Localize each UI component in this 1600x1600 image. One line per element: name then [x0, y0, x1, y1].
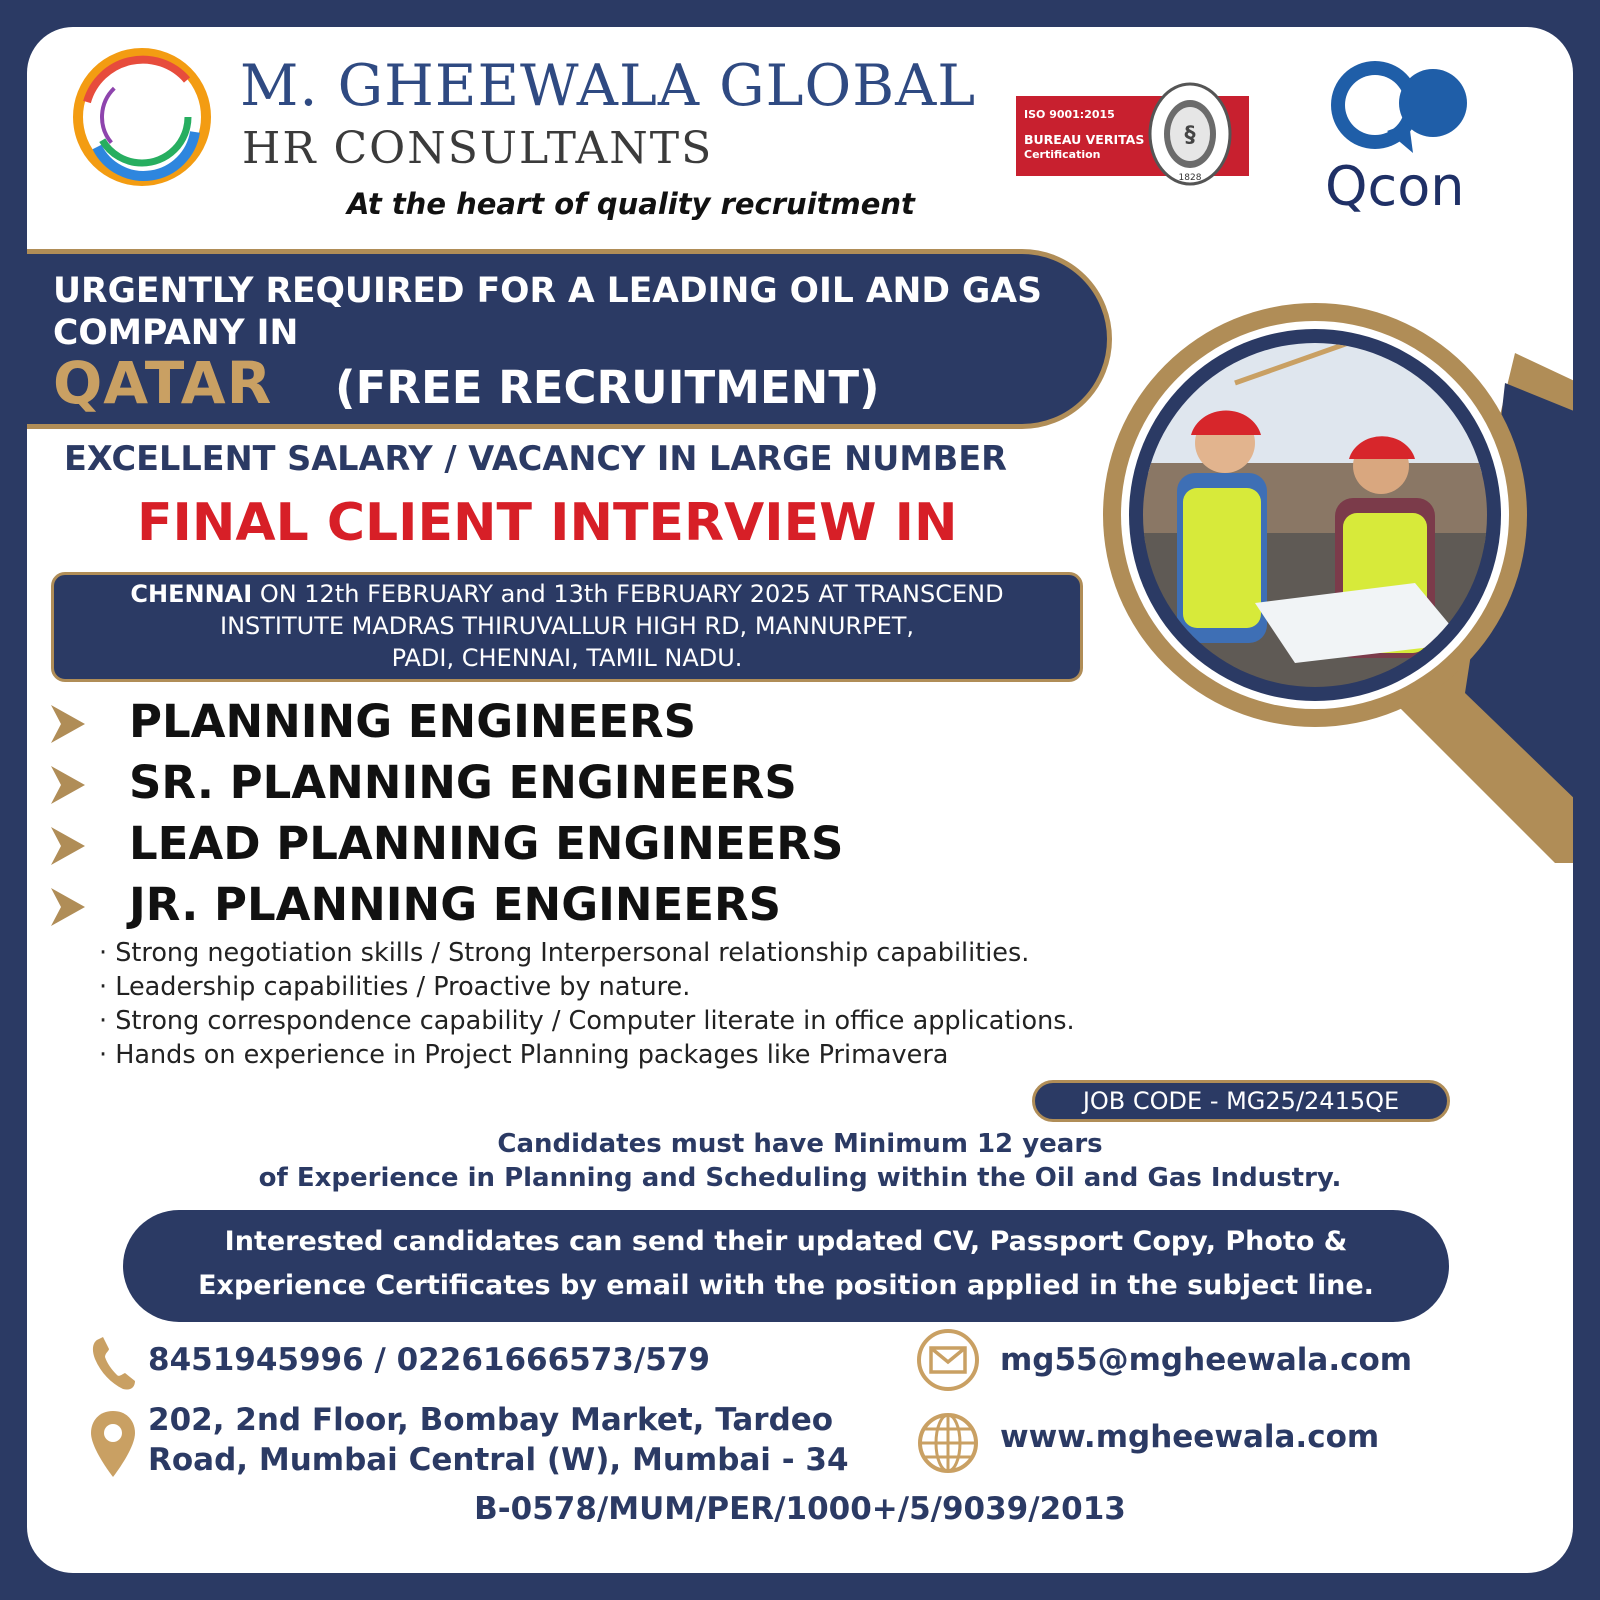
globe-icon	[916, 1411, 980, 1475]
arrow-bullet-icon	[51, 766, 85, 804]
mail-icon	[916, 1328, 980, 1392]
engineers-photo	[1085, 263, 1573, 863]
license-number: B-0578/MUM/PER/1000+/5/9039/2013	[474, 1491, 1126, 1527]
interview-dates: ON 12th FEBRUARY and 13th FEBRUARY 2025 AT TRANSCEND	[252, 580, 1004, 608]
iso-standard: ISO 9001:2015	[1024, 108, 1115, 121]
brand-name: M. GHEEWALA GLOBAL	[240, 53, 977, 119]
position-label: PLANNING ENGINEERS	[129, 695, 697, 748]
job-code-badge: JOB CODE - MG25/2415QE	[1032, 1080, 1450, 1122]
qcon-wordmark: Qcon	[1325, 155, 1465, 218]
requirement-item: · Strong negotiation skills / Strong Interpersonal relationship capabilities.	[99, 938, 1030, 968]
bureau-veritas-seal-icon	[1146, 80, 1234, 188]
svg-text:§: §	[1184, 123, 1196, 148]
application-instructions-line-1: Interested candidates can send their updated CV, Passport Copy, Photo &	[224, 1226, 1348, 1257]
requirement-item: · Leadership capabilities / Proactive by nature.	[99, 972, 691, 1002]
application-instructions-line-2: Experience Certificates by email with the position applied in the subject line.	[198, 1270, 1374, 1301]
position-item	[51, 756, 951, 812]
arrow-bullet-icon	[51, 705, 85, 743]
position-item	[51, 878, 951, 934]
position-label: JR. PLANNING ENGINEERS	[129, 878, 782, 931]
salary-line: EXCELLENT SALARY / VACANCY IN LARGE NUMBER	[64, 439, 1007, 478]
iso-body: BUREAU VERITAS	[1024, 132, 1145, 147]
requirement-item: · Hands on experience in Project Planning packages like Primavera	[99, 1040, 949, 1070]
position-item	[51, 817, 951, 873]
headline-line-1: URGENTLY REQUIRED FOR A LEADING OIL AND GAS	[53, 271, 1042, 311]
position-label: LEAD PLANNING ENGINEERS	[129, 817, 844, 870]
website-link[interactable]: www.mgheewala.com	[1000, 1419, 1380, 1455]
headline-line-2: COMPANY IN	[53, 313, 299, 353]
location-pin-icon	[89, 1409, 137, 1479]
company-logo-icon	[67, 42, 217, 192]
brand-subtitle: HR CONSULTANTS	[242, 123, 714, 174]
address-line-1: 202, 2nd Floor, Bombay Market, Tardeo	[148, 1402, 834, 1438]
phone-icon	[89, 1333, 137, 1393]
requirement-item: · Strong correspondence capability / Computer literate in office applications.	[99, 1006, 1075, 1036]
svg-text:1828: 1828	[1178, 173, 1202, 183]
application-instructions-box	[123, 1210, 1449, 1322]
iso-certification-badge	[1016, 96, 1249, 183]
free-recruitment-label: (FREE RECRUITMENT)	[335, 361, 880, 414]
experience-requirement-line-1: Candidates must have Minimum 12 years	[497, 1129, 1103, 1159]
interview-city: CHENNAI	[130, 580, 253, 608]
interview-heading: FINAL CLIENT INTERVIEW IN	[137, 493, 958, 553]
email-link[interactable]: mg55@mgheewala.com	[1000, 1342, 1413, 1378]
interview-location-line-2: INSTITUTE MADRAS THIRUVALLUR HIGH RD, MANNURPET,	[219, 612, 915, 640]
arrow-bullet-icon	[51, 827, 85, 865]
interview-location-line-1	[54, 580, 1080, 608]
arrow-bullet-icon	[51, 888, 85, 926]
brand-tagline: At the heart of quality recruitment	[347, 187, 915, 221]
position-label: SR. PLANNING ENGINEERS	[129, 756, 797, 809]
interview-location-box	[51, 572, 1083, 682]
country-name: QATAR	[53, 349, 273, 417]
job-poster	[27, 27, 1573, 1573]
phone-numbers[interactable]: 8451945996 / 02261666573/579	[148, 1342, 710, 1378]
experience-requirement-line-2: of Experience in Planning and Scheduling within the Oil and Gas Industry.	[258, 1163, 1342, 1193]
iso-certification-label: Certification	[1024, 148, 1101, 161]
interview-location-line-3: PADI, CHENNAI, TAMIL NADU.	[391, 644, 743, 672]
position-item	[51, 695, 951, 751]
qcon-logo-icon	[1317, 57, 1477, 157]
address-line-2: Road, Mumbai Central (W), Mumbai - 34	[148, 1442, 849, 1478]
